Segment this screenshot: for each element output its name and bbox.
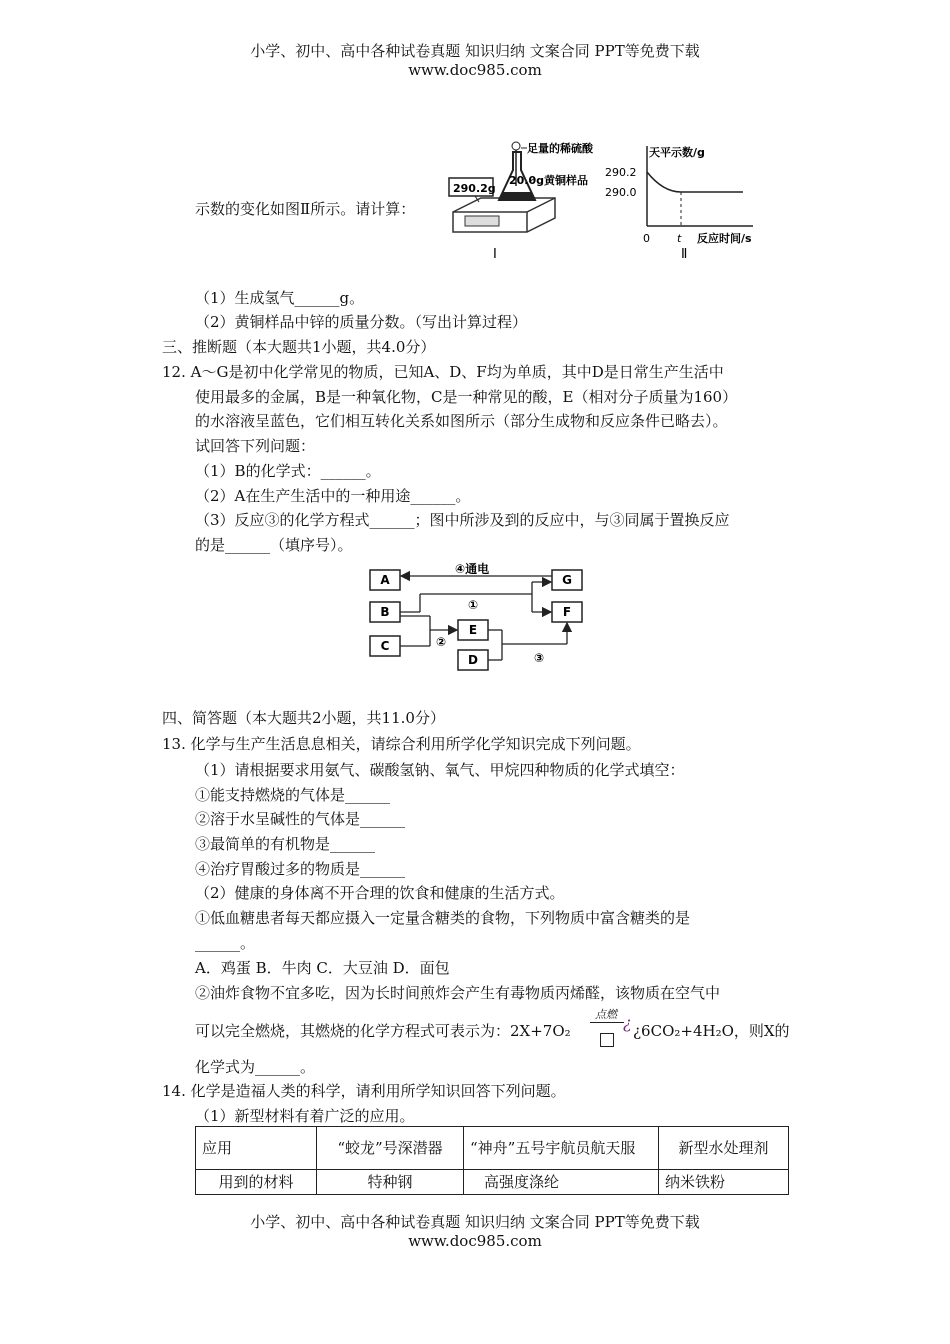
display-value: 290.2g (453, 182, 496, 195)
reaction-4-label: ④通电 (455, 562, 490, 576)
q12-line-4: 试回答下列问题： (195, 437, 316, 455)
reaction-1-label: ① (468, 598, 479, 612)
q11-sub1: （1）生成氢气______g。 (195, 289, 365, 307)
table-cell: 特种钢 (317, 1170, 464, 1195)
q13-line-6: ④治疗胃酸过多的物质是______ (195, 860, 406, 878)
q11-sub2: （2）黄铜样品中锌的质量分数。（写出计算过程） (195, 313, 528, 331)
table-cell: 新型水处理剂 (659, 1127, 789, 1170)
q14-line-2: （1）新型材料有着广泛的应用。 (195, 1107, 415, 1125)
q12-sub3a: （3）反应③的化学方程式______；图中所涉及到的反应中，与③同属于置换反应 (195, 511, 730, 529)
q12-line-1: 12. A～G是初中化学常见的物质，已知A、D、F均为单质，其中D是日常生产生活中 (162, 363, 724, 381)
y-tick-low: 290.0 (605, 186, 637, 199)
q12-sub2: （2）A在生产生活中的一种用途______。 (195, 487, 471, 505)
section-4-title: 四、简答题（本大题共2小题，共11.0分） (162, 709, 445, 727)
q13-equation-prefix: 可以完全燃烧，其燃烧的化学方程式可表示为：2X+7O₂ (195, 1022, 571, 1040)
x-tick-t: t (677, 232, 682, 245)
q12-line-2: 使用最多的金属，B是一种氧化物，C是一种常见的酸，E（相对分子质量为160） (195, 388, 738, 406)
sample-label: 20.0g黄铜样品 (509, 174, 589, 187)
q13-line-5: ③最简单的有机物是______ (195, 835, 376, 853)
reaction-2-label: ② (436, 635, 447, 649)
label-G: G (562, 573, 572, 587)
q12-sub1: （1）B的化学式：______。 (195, 462, 381, 480)
q12-relation-diagram (360, 562, 590, 672)
q13-equation-products: ¿6CO₂+4H₂O，则X的 (633, 1022, 790, 1040)
figure-2-chart (605, 140, 765, 264)
label-D: D (468, 653, 478, 667)
q12-sub3b: 的是______（填序号）。 (195, 536, 353, 554)
series-line (647, 172, 743, 192)
label-A: A (380, 573, 390, 587)
q13-line-9: ______。 (195, 934, 256, 952)
figure-2-label: Ⅱ (681, 247, 688, 262)
equation-bar (590, 1022, 624, 1023)
table-cell: 用到的材料 (196, 1170, 317, 1195)
q13-equation-end: 化学式为______。 (195, 1058, 316, 1076)
q13-line-11: ②油炸食物不宜多吃，因为长时间煎炸会产生有毒物质丙烯醛，该物质在空气中 (195, 984, 721, 1002)
q13-line-3: ①能支持燃烧的气体是______ (195, 786, 391, 804)
label-E: E (468, 623, 478, 637)
table-cell: 高强度涤纶 (464, 1170, 659, 1195)
balance-body (453, 198, 555, 232)
q11-prefix: 示数的变化如图Ⅱ所示。请计算： (195, 200, 416, 218)
materials-table (195, 1126, 789, 1195)
table-cell: 应用 (196, 1127, 317, 1170)
q13-line-4: ②溶于水呈碱性的气体是______ (195, 810, 406, 828)
x-tick-0: 0 (643, 232, 650, 245)
figure-1-label: Ⅰ (493, 247, 497, 262)
funnel-icon (512, 142, 520, 150)
q13-line-7: （2）健康的身体离不开合理的饮食和健康的生活方式。 (195, 884, 565, 902)
q13-line-1: 13. 化学与生产生活息息相关，请综合利用所学化学知识完成下列问题。 (162, 735, 641, 753)
label-C: C (380, 639, 390, 653)
q13-line-8: ①低血糖患者每天都应摄入一定量含糖类的食物，下列物质中富含糖类的是 (195, 909, 691, 927)
table-cell: “蛟龙”号深潜器 (317, 1127, 464, 1170)
q12-line-3: 的水溶液呈蓝色，它们相互转化关系如图所示（部分生成物和反应条件已略去）。 (195, 412, 728, 430)
table-cell: 纳米铁粉 (659, 1170, 789, 1195)
balance-screen (465, 216, 499, 226)
q14-line-1: 14. 化学是造福人类的科学，请利用所学知识回答下列问题。 (162, 1082, 566, 1100)
placeholder-box-icon (600, 1033, 614, 1047)
sample-icon (499, 192, 535, 200)
q13-line-2: （1）请根据要求用氨气、碳酸氢钠、氧气、甲烷四种物质的化学式填空： (195, 761, 685, 779)
label-B: B (380, 605, 390, 619)
label-F: F (562, 605, 572, 619)
header-line-1: 小学、初中、高中各种试卷真题 知识归纳 文案合同 PPT等免费下载 (250, 42, 700, 60)
q13-options: A．鸡蛋 B．牛肉 C．大豆油 D．面包 (195, 959, 450, 977)
table-row (196, 1127, 789, 1170)
reaction-3-label: ③ (534, 651, 545, 665)
equation-arrow-glyph: ¿ (623, 1013, 632, 1032)
footer-url[interactable]: www.doc985.com (408, 1232, 542, 1250)
y-axis-label: 天平示数/g (649, 146, 705, 159)
footer-line-1: 小学、初中、高中各种试卷真题 知识归纳 文案合同 PPT等免费下载 (250, 1213, 700, 1231)
header-url[interactable]: www.doc985.com (408, 61, 542, 79)
section-3-title: 三、推断题（本大题共1小题，共4.0分） (162, 338, 436, 356)
figure-1-balance (445, 140, 595, 264)
table-cell: “神舟”五号宇航员航天服 (464, 1127, 659, 1170)
acid-label: 足量的稀硫酸 (527, 142, 593, 155)
x-axis-label: 反应时间/s (697, 232, 752, 245)
equation-condition: 点燃 (595, 1008, 617, 1021)
table-row (196, 1170, 789, 1195)
y-tick-high: 290.2 (605, 166, 637, 179)
